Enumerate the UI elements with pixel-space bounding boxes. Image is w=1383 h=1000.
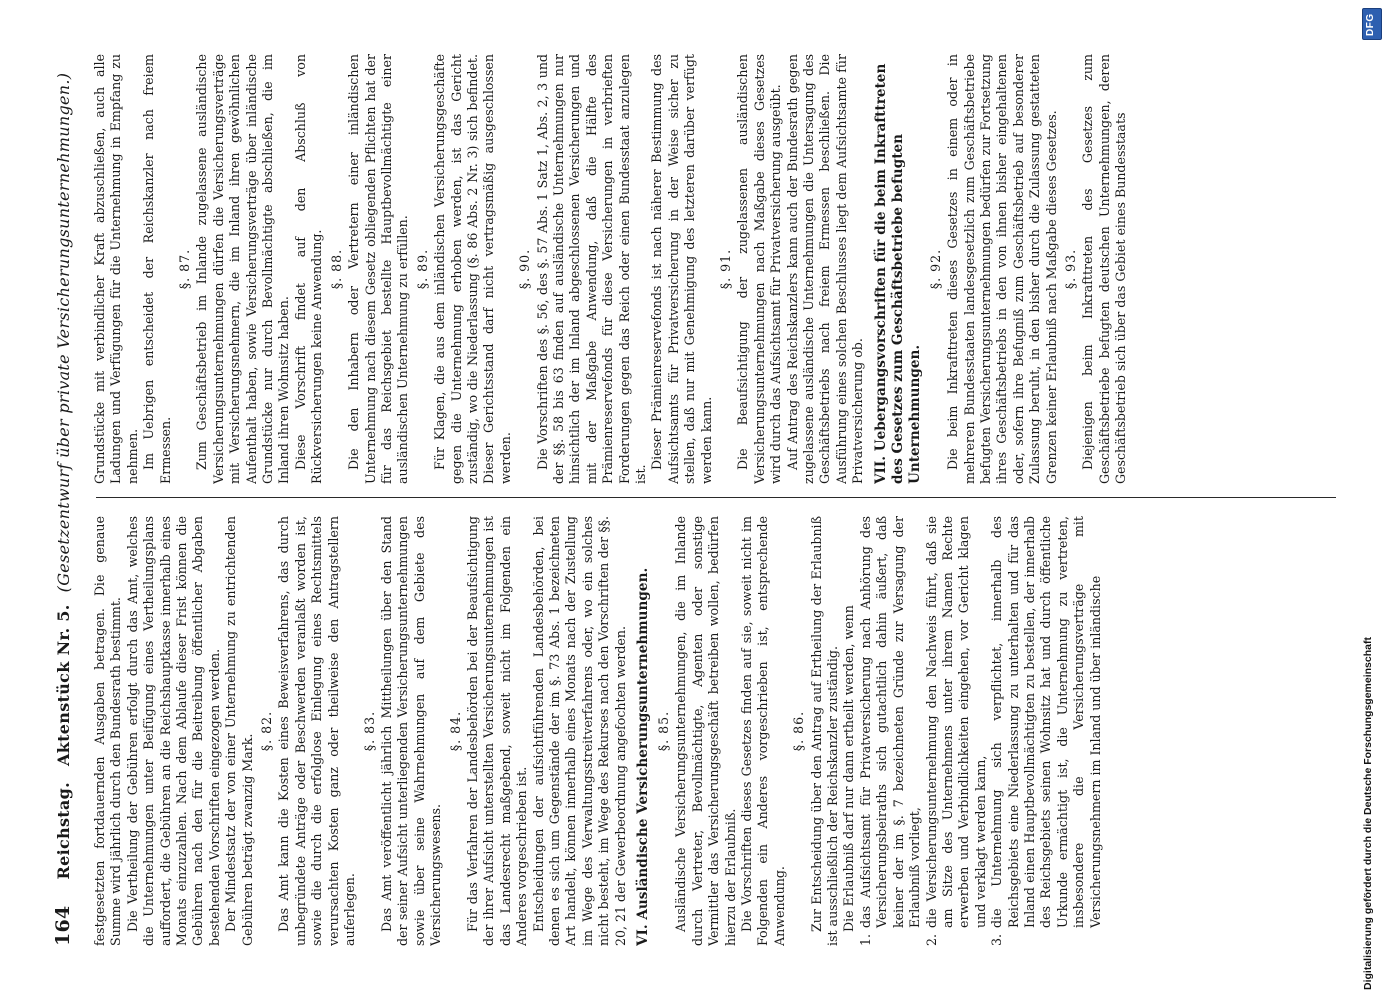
paragraph: Für Klagen, die aus dem inländischen Versicherungsgeschäfte gegen die Unternehmung erhoben werden, ist das Gericht zuständig, wo die Niederlassung (§. 86 Abs. 2 Nr. 3) sich befindet. Dieser Gerichtsstand darf nicht vertragsmäßig ausgeschlossen werden. [432, 54, 513, 484]
paragraph: Auf Antrag des Reichskanzlers kann auch der Bundesrath gegen zugelassene ausländische Unternehmungen die Untersagung des Geschäftsbetriebs nach freiem Ermessen beschließen. Die Ausführung eines solchen Beschlusses liegt dem Aufsichtsamte für Privatversicherung ob. [784, 54, 866, 484]
page-number: 164 [52, 905, 74, 946]
right-column [92, 54, 1342, 484]
list-item [858, 516, 924, 946]
paragraph: Zur Entscheidung über den Antrag auf Ertheilung der Erlaubniß ist ausschließlich der Reichskanzler zuständig. [808, 516, 841, 946]
chamber-name: Reichstag. [54, 781, 73, 880]
section-number: §. 86. [791, 710, 807, 752]
paragraph: Die Vertheilung der Gebühren erfolgt durch das Amt, welches die Unternehmungen unter Beifügung eines Vertheilungsplans auffordert, die Gebühren an die Reichshauptkasse innerhalb eines Monats einzuzahlen. Nach dem Ablaufe dieser Frist können die Gebühren nach den für die Beitreibung öffentlicher Abgaben bestehenden Vorschriften eingezogen werden. [124, 516, 222, 946]
paragraph: Dieser Prämienreservefonds ist nach näherer Bestimmung des Aufsichtsamts für Privatversicherung in der Weise sicher zu stellen, daß nur mit Genehmigung des letzteren darüber verfügt werden kann. [649, 54, 714, 484]
chapter-heading: VII. Uebergangsvorschriften für die beim Inkrafttreten des Gesetzes zum Geschäftsbetriebe befugten Unternehmungen. [872, 63, 923, 484]
paragraph: Der Mindestsatz der von einer Unternehmung zu entrichtenden Gebühren beträgt zwanzig Mark. [223, 516, 255, 946]
section-number: §. 87. [177, 248, 193, 290]
section-number: §. 82. [259, 710, 275, 752]
section-number: §. 91. [718, 248, 734, 290]
list-item [924, 516, 990, 946]
list-item-number: 1. [857, 933, 873, 946]
paragraph: Zum Geschäftsbetrieb im Inlande zugelassene ausländische Versicherungsunternehmungen dürfen die Versicherungsverträge mit Versicherungsnehmern, die im Inland ihren gewöhnlichen Aufenthalt haben, sowie Versicherungsverträge über inländische Grundstücke nur durch Bevollmächtigte abschließen, die im Inland ihren Wohnsitz haben. [194, 54, 292, 484]
document-subject: (Gesetzentwurf über private Versicherungsunternehmungen.) [54, 72, 73, 593]
paragraph: Die den Inhabern oder Vertretern einer inländischen Unternehmung nach diesem Gesetz obliegenden Pflichten hat der für das Reichsgebiet bestellte Hauptbevollmächtigte einer ausländischen Unternehmung zu erfüllen. [346, 54, 411, 484]
paragraph: Die Erlaubniß darf nur dann ertheilt werden, wenn [841, 605, 857, 932]
paragraph: Ausländische Versicherungsunternehmungen, die im Inlande durch Vertreter, Bevollmächtigte, Agenten oder sonstige Vermittler das Versicherungsgeschäft betreiben wollen, bedürfen hierzu der Erlaubniß. [673, 516, 738, 946]
section-number: §. 90. [517, 248, 533, 290]
digitization-credit: Digitalisierung gefördert durch die Deutsche Forschungsgemeinschaft [1362, 637, 1374, 990]
dfg-logo-text: DFG [1365, 13, 1376, 36]
paragraph: festgesetzten fortdauernden Ausgaben betragen. Die genaue Summe wird jährlich durch den Bundesrath bestimmt. [92, 516, 124, 946]
paragraph: Im Uebrigen entscheidet der Reichskanzler nach freiem Ermessen. [141, 54, 173, 484]
left-column [92, 516, 1342, 946]
running-head [52, 46, 82, 946]
paragraph: Die Vorschriften des §. 56, des §. 57 Abs. 1 Satz 1, Abs. 2, 3 und der §§. 58 bis 63 finden auf ausländische Unternehmungen nur hinsichtlich der im Inland abgeschlossenen Versicherungen und mit der Maßgabe Anwendung, daß die Hälfte des Prämienreservefonds für diese Versicherungen in verbrieften Forderungen gegen das Reich oder einen Bundesstaat anzulegen ist. [534, 54, 648, 484]
list-item [989, 516, 1104, 946]
section-number: §. 92. [927, 248, 943, 290]
paragraph: Das Amt kann die Kosten eines Beweisverfahrens, das durch unbegründete Anträge oder Beschwerden veranlaßt worden ist, sowie die durch die erfolglose Einlegung eines Rechtsmittels verursachten Kosten ganz oder theilweise den Antragstellern auferlegen. [276, 516, 358, 946]
section-number: §. 93. [1062, 248, 1078, 290]
section-number: §. 88. [328, 248, 344, 290]
paragraph: Diese Vorschrift findet auf den Abschluß von Rückversicherungen keine Anwendung. [292, 54, 325, 484]
document-page [52, 46, 1347, 946]
list-item-text: die Unternehmung sich verpflichtet, innerhalb des Reichsgebiets eine Niederlassung zu unterhalten und für das Inland einen Hauptbevollmächtigten zu bestellen, der innerhalb des Reichsgebiets seinen Wohnsitz hat und durch öffentliche Urkunde ermächtigt ist, die Unternehmung zu vertreten, insbesondere die Versicherungsverträge mit Versicherungsnehmern im Inland und über inländische [989, 516, 1103, 928]
list-item-text: das Aufsichtsamt für Privatversicherung nach Anhörung des Versicherungsbeiraths sich gutachtlich dahin äußert, daß keiner der im §. 7 bezeichneten Gründe zur Versagung der Erlaubniß vorliegt, [857, 516, 923, 928]
paragraph: Das Amt veröffentlicht jährlich Mittheilungen über den Stand der seiner Aufsicht unterliegenden Versicherungsunternehmungen sowie über seine Wahrnehmungen auf dem Gebiete des Versicherungswesens. [378, 516, 444, 946]
column-divider [96, 497, 1336, 498]
section-number: §. 85. [656, 710, 671, 752]
paragraph: Für das Verfahren der Landesbehörden bei der Beaufsichtigung der ihrer Aufsicht unterstellten Versicherungsunternehmungen ist das Landesrecht maßgebend, soweit nicht im Folgenden ein Anderes vorgeschrieben ist. [464, 516, 530, 946]
section-number: §. 84. [447, 710, 463, 752]
list-item-number: 2. [923, 933, 939, 946]
document-number: Aktenstück Nr. 5. [54, 604, 73, 766]
section-number: §. 89. [414, 248, 430, 290]
section-number: §. 83. [361, 710, 377, 752]
paragraph: Die Vorschriften dieses Gesetzes finden auf sie, soweit nicht im Folgenden ein Anderes vorgeschrieben ist, entsprechende Anwendung. [739, 516, 787, 946]
paragraph: Grundstücke mit verbindlicher Kraft abzuschließen, auch alle Ladungen und Verfügungen für die Unternehmung in Empfang zu nehmen. [92, 54, 140, 484]
list-item-number: 3. [989, 933, 1005, 946]
list-item-text: die Versicherungsunternehmung den Nachweis führt, daß sie am Sitze des Unternehmens unter ihrem Namen Rechte erwerben und Verbindlichkeiten eingehen, vor Gericht klagen und verklagt werden kann, [923, 516, 988, 928]
paragraph: Die beim Inkrafttreten dieses Gesetzes in einem oder in mehreren Bundesstaaten landesgesetzlich zum Geschäftsbetriebe befugten Versicherungsunternehmungen bedürfen zur Fortsetzung ihres Geschäftsbetriebs in den von ihnen bisher eingehaltenen oder, sofern ihre Befugniß zum Geschäftsbetrieb auf besonderer Zulassung beruht, in den bisher durch die Zulassung gestatteten Grenzen keiner Erlaubniß nach Maßgabe dieses Gesetzes. [945, 54, 1059, 484]
chapter-heading: VI. Ausländische Versicherungsunternehmungen. [635, 567, 651, 946]
paragraph: Entscheidungen der aufsichtführenden Landesbehörden, bei denen es sich um Gegenstände der im §. 73 Abs. 1 bezeichneten Art handelt, können innerhalb eines Monats nach der Zustellung im Wege des Verwaltungsstreitverfahrens oder, wo ein solches nicht besteht, im Wege des Rekurses nach den Vorschriften der §§. 20, 21 der Gewerbeordnung angefochten werden. [530, 516, 628, 946]
dfg-logo [1362, 8, 1382, 40]
paragraph: Diejenigen beim Inkrafttreten des Gesetzes zum Geschäftsbetriebe befugten deutschen Unternehmungen, deren Geschäftsbetrieb sich über das Gebiet eines Bundesstaats [1080, 54, 1129, 484]
paragraph: Die Beaufsichtigung der zugelassenen ausländischen Versicherungsunternehmungen nach Maßgabe dieses Gesetzes wird durch das Aufsichtsamt für Privatversicherung ausgeübt. [735, 54, 784, 484]
